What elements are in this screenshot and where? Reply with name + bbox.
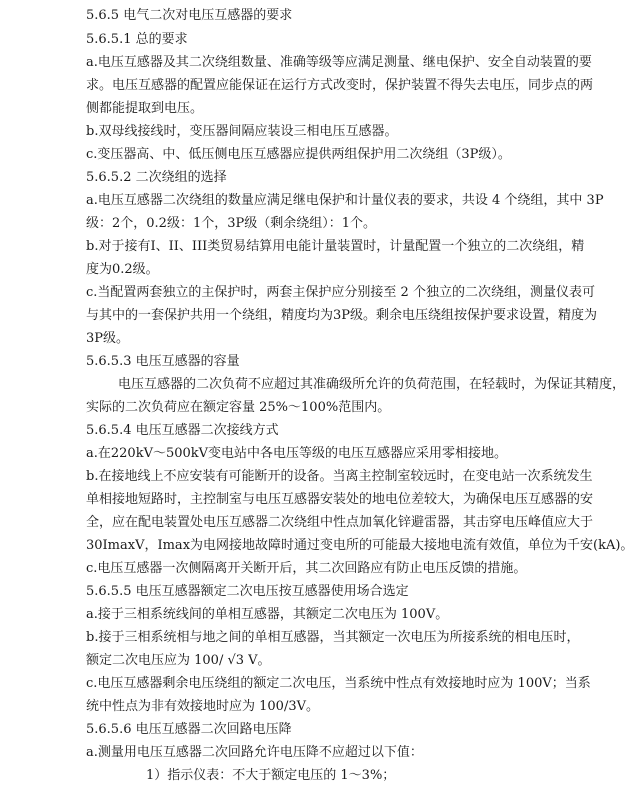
paragraph-line: 统中性点为非有效接地时应为 100/3V。	[86, 699, 319, 714]
subsection-heading: 5.6.5.2 二次绕组的选择	[86, 170, 227, 185]
paragraph-line: a.电压互感器及其二次绕组数量、准确等级等应满足测量、继电保护、安全自动装置的要	[86, 55, 592, 70]
paragraph-line: c.变压器高、中、低压侧电压互感器应提供两组保护用二次绕组（3P级）。	[86, 147, 511, 162]
paragraph-line: b.双母线接线时，变压器间隔应装设三相电压互感器。	[86, 124, 398, 139]
paragraph-line: 额定二次电压应为 100/ √3 V。	[86, 653, 271, 668]
paragraph-line: 度为0.2级。	[86, 262, 159, 277]
paragraph-line: 30ImaxV，Imax为电网接地故障时通过变电所的可能最大接地电流有效值，单位为千安(kA)。	[86, 538, 634, 553]
paragraph-line: c.电压互感器一次侧隔离开关断开后，其二次回路应有防止电压反馈的措施。	[86, 561, 527, 576]
subsection-heading: 5.6.5.3 电压互感器的容量	[86, 354, 240, 369]
paragraph-line: 3P级。	[86, 331, 130, 346]
paragraph-line: 单相接地短路时，主控制室与电压互感器安装处的地电位差较大，为确保电压互感器的安	[86, 492, 594, 507]
paragraph-line: a.在220kV～500kV变电站中各电压等级的电压互感器应采用零相接地。	[86, 446, 508, 461]
paragraph-line: b.接于三相系统相与地之间的单相互感器，当其额定一次电压为所接系统的相电压时，	[86, 630, 580, 645]
subsection-heading: 5.6.5.5 电压互感器额定二次电压按互感器使用场合选定	[86, 584, 409, 599]
paragraph-line: 电压互感器的二次负荷不应超过其准确级所允许的负荷范围，在轻载时，为保证其精度，	[118, 377, 626, 392]
paragraph-line: 与其中的一套保护共用一个绕组，精度均为3P级。剩余电压绕组按保护要求设置，精度为	[86, 308, 598, 323]
paragraph-line: a.测量用电压互感器二次回路允许电压降不应超过以下值：	[86, 745, 423, 760]
paragraph-line: b.在接地线上不应安装有可能断开的设备。当离主控制室较远时，在变电站一次系统发生	[86, 469, 593, 484]
subsection-heading: 5.6.5.4 电压互感器二次接线方式	[86, 423, 279, 438]
paragraph-line: a.电压互感器二次绕组的数量应满足继电保护和计量仪表的要求，共设 4 个绕组，其中 3P	[86, 193, 604, 208]
paragraph-line: a.接于三相系统线间的单相互感器，其额定二次电压为 100V。	[86, 607, 449, 622]
section-heading: 5.6.5 电气二次对电压互感器的要求	[86, 8, 293, 23]
paragraph-line: 级：2个，0.2级：1个，3P级（剩余绕组）：1个。	[86, 216, 377, 231]
list-item: 1）指示仪表：不大于额定电压的 1～3%；	[146, 768, 396, 783]
paragraph-line: 侧都能提取到电压。	[86, 101, 204, 116]
paragraph-line: b.对于接有I、II、III类贸易结算用电能计量装置时，计量配置一个独立的二次绕组，精	[86, 239, 585, 254]
subsection-heading: 5.6.5.6 电压互感器二次回路电压降	[86, 722, 292, 737]
paragraph-line: 全，应在配电装置处电压互感器二次绕组中性点加氧化锌避雷器，其击穿电压峰值应大于	[86, 515, 594, 530]
subsection-heading: 5.6.5.1 总的要求	[86, 32, 188, 47]
paragraph-line: 求。电压互感器的配置应能保证在运行方式改变时，保护装置不得失去电压，同步点的两	[86, 78, 594, 93]
paragraph-line: c.电压互感器剩余电压绕组的额定二次电压，当系统中性点有效接地时应为 100V；当系	[86, 676, 591, 691]
paragraph-line: c.当配置两套独立的主保护时，两套主保护应分别接至 2 个独立的二次绕组，测量仪表可	[86, 285, 595, 300]
paragraph-line: 实际的二次负荷应在额定容量 25%～100%范围内。	[86, 400, 391, 415]
